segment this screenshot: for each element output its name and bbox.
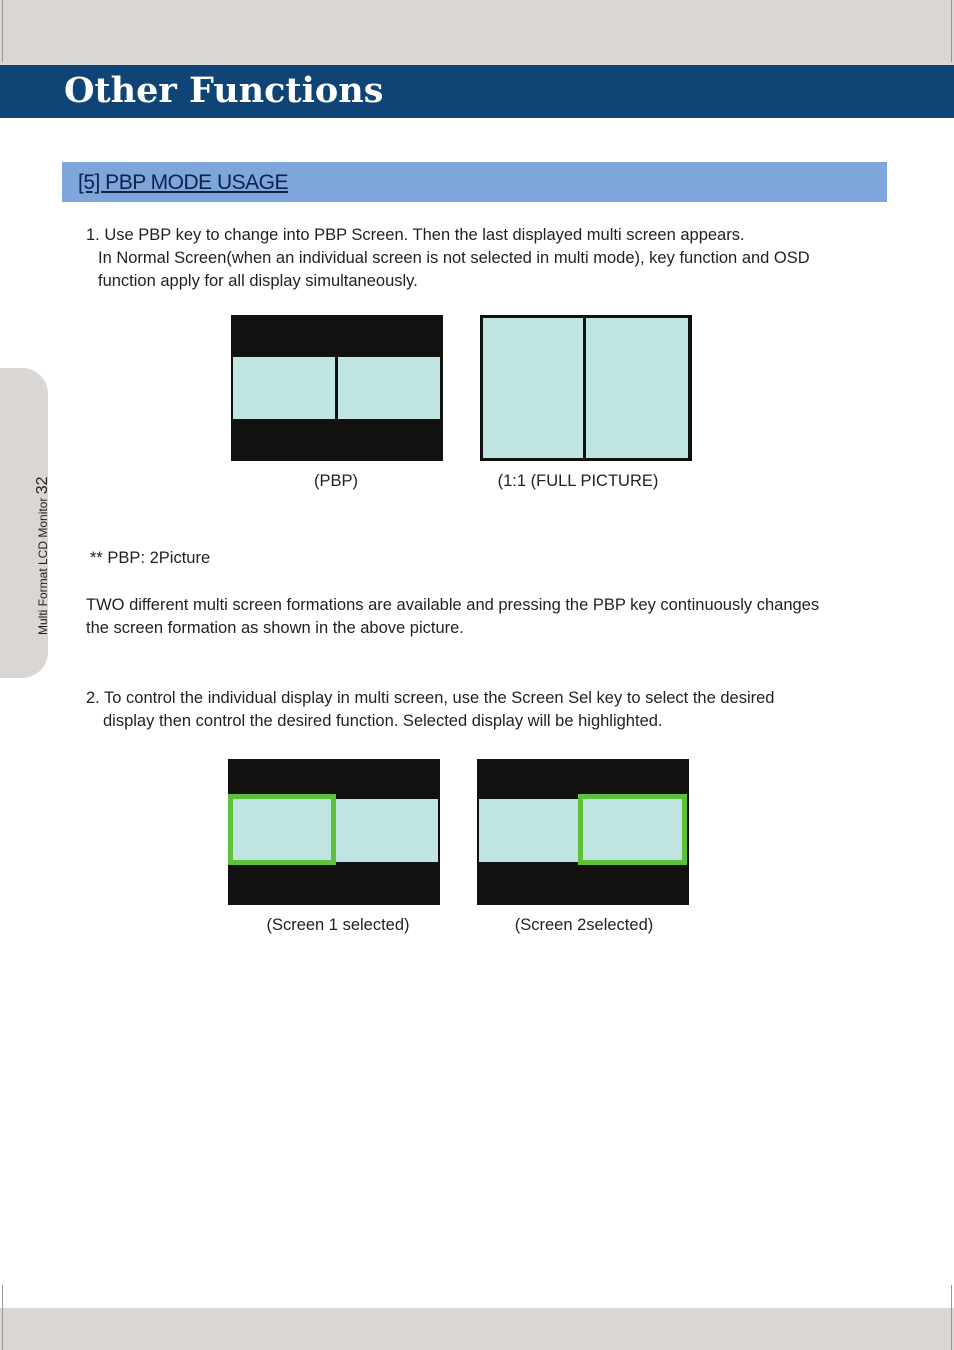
full-left-pane [483,318,583,458]
screen2-left-pane [479,799,579,862]
caption-full-picture: (1:1 (FULL PICTURE) [497,472,659,490]
caption-pbp: (PBP) [313,472,358,490]
side-tab-label [36,476,50,635]
selection-highlight-screen2 [578,794,687,865]
step2-line2: display then control the desired function. Selected display will be highlighted. [103,712,663,730]
crop-mark-top-right [951,0,952,62]
note-line1: TWO different multi screen formations are available and pressing the PBP key continuously changes [86,596,820,614]
pbp-note: ** PBP: 2Picture [90,549,211,567]
selection-highlight-screen1 [228,794,336,865]
pbp-right-pane [338,357,440,419]
page-number: 32 [34,476,51,495]
pbp-left-pane [233,357,335,419]
screen1-selected-layout [228,759,440,905]
note-line2: the screen formation as shown in the above picture. [86,619,464,637]
product-name: Multi Format LCD Monitor [36,497,50,635]
full-picture-layout-screen [480,315,692,461]
page-title: Other Functions [64,70,384,111]
pbp-layout-screen [231,315,443,461]
step1-line1: 1. Use PBP key to change into PBP Screen. Then the last displayed multi screen appears. [86,226,745,244]
caption-screen2-selected: (Screen 2selected) [514,916,654,934]
bottom-page-band [0,1308,954,1350]
full-right-pane [586,318,688,458]
step2-line1: 2. To control the individual display in multi screen, use the Screen Sel key to select the desired [86,689,775,707]
step1-line3: function apply for all display simultaneously. [98,272,418,290]
caption-screen1-selected: (Screen 1 selected) [266,916,410,934]
screen1-right-pane [336,799,438,862]
screen2-selected-layout [477,759,689,905]
step1-line2: In Normal Screen(when an individual screen is not selected in multi mode), key function and OSD [98,249,810,267]
top-page-band [0,0,954,65]
crop-mark-bottom-right [951,1285,952,1350]
crop-mark-bottom-left [2,1285,3,1350]
crop-mark-top-left [2,0,3,62]
section-title: [5] PBP MODE USAGE [78,171,289,194]
